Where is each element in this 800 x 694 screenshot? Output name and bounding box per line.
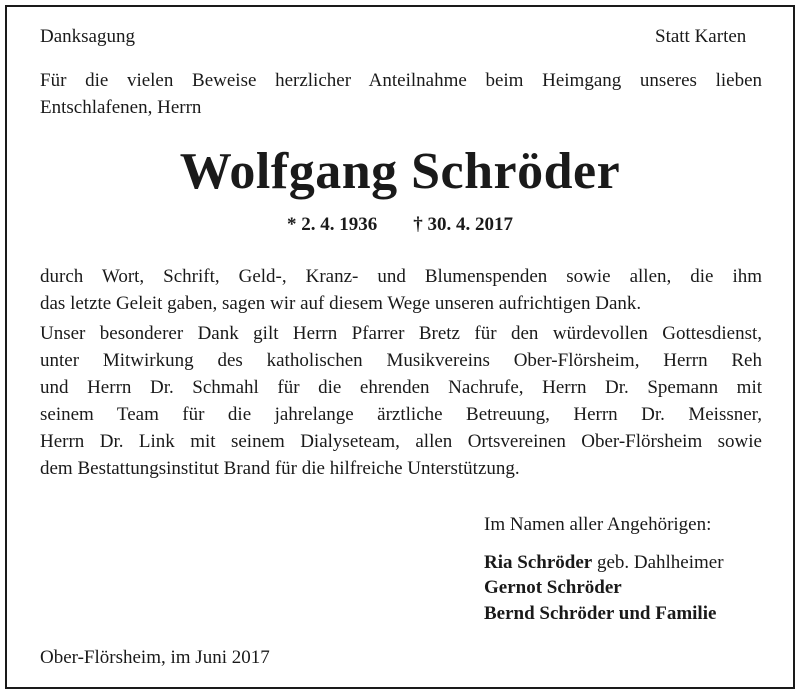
thanks-paragraph <box>40 263 762 317</box>
special-thanks-paragraph <box>40 320 762 482</box>
signatory-name: Bernd Schröder und Familie <box>484 603 717 624</box>
paragraph-line: dem Bestattungsinstitut Brand für die hilfreiche Unterstützung. <box>40 458 520 479</box>
paragraph-line: das letzte Geleit gaben, sagen wir auf diesem Wege unseren aufrichtigen Dank. <box>40 293 642 314</box>
death-date: † 30. 4. 2017 <box>413 214 513 235</box>
paragraph-line: unter Mitwirkung des katholischen Musikvereins Ober-Flörsheim, Herrn Reh <box>40 350 762 371</box>
signatory-gernot <box>484 577 622 599</box>
paragraph-line: seinem Team für die jahrelange ärztliche Betreuung, Herrn Dr. Meissner, <box>40 404 762 425</box>
intro-text <box>40 67 762 121</box>
paragraph-line: Unser besonderer Dank gilt Herrn Pfarrer Bretz für den würdevollen Gottesdienst, <box>40 323 762 344</box>
notice-type-label: Danksagung <box>40 26 135 47</box>
signatory-name: Ria Schröder <box>484 552 593 573</box>
signature-intro: Im Namen aller Angehörigen: <box>484 514 712 535</box>
notice-note-label: Statt Karten <box>655 26 747 47</box>
life-dates <box>0 214 800 236</box>
paragraph-line: und Herrn Dr. Schmahl für die ehrenden Nachrufe, Herrn Dr. Spemann mit <box>40 377 762 398</box>
place-and-date: Ober-Flörsheim, im Juni 2017 <box>40 647 270 668</box>
intro-line: Für die vielen Beweise herzlicher Anteilnahme beim Heimgang unseres lieben <box>40 70 762 91</box>
signatory-ria <box>484 552 724 574</box>
paragraph-line: durch Wort, Schrift, Geld-, Kranz- und Blumenspenden sowie allen, die ihm <box>40 266 762 287</box>
birth-date: * 2. 4. 1936 <box>287 214 378 235</box>
signatory-name: Gernot Schröder <box>484 577 622 598</box>
signatory-bernd <box>484 603 716 625</box>
intro-line: Entschlafenen, Herrn <box>40 97 202 118</box>
deceased-name: Wolfgang Schröder <box>179 143 621 200</box>
paragraph-line: Herrn Dr. Link mit seinem Dialyseteam, allen Ortsvereinen Ober-Flörsheim sowie <box>40 431 762 452</box>
signatory-birthname: geb. Dahlheimer <box>592 552 724 573</box>
